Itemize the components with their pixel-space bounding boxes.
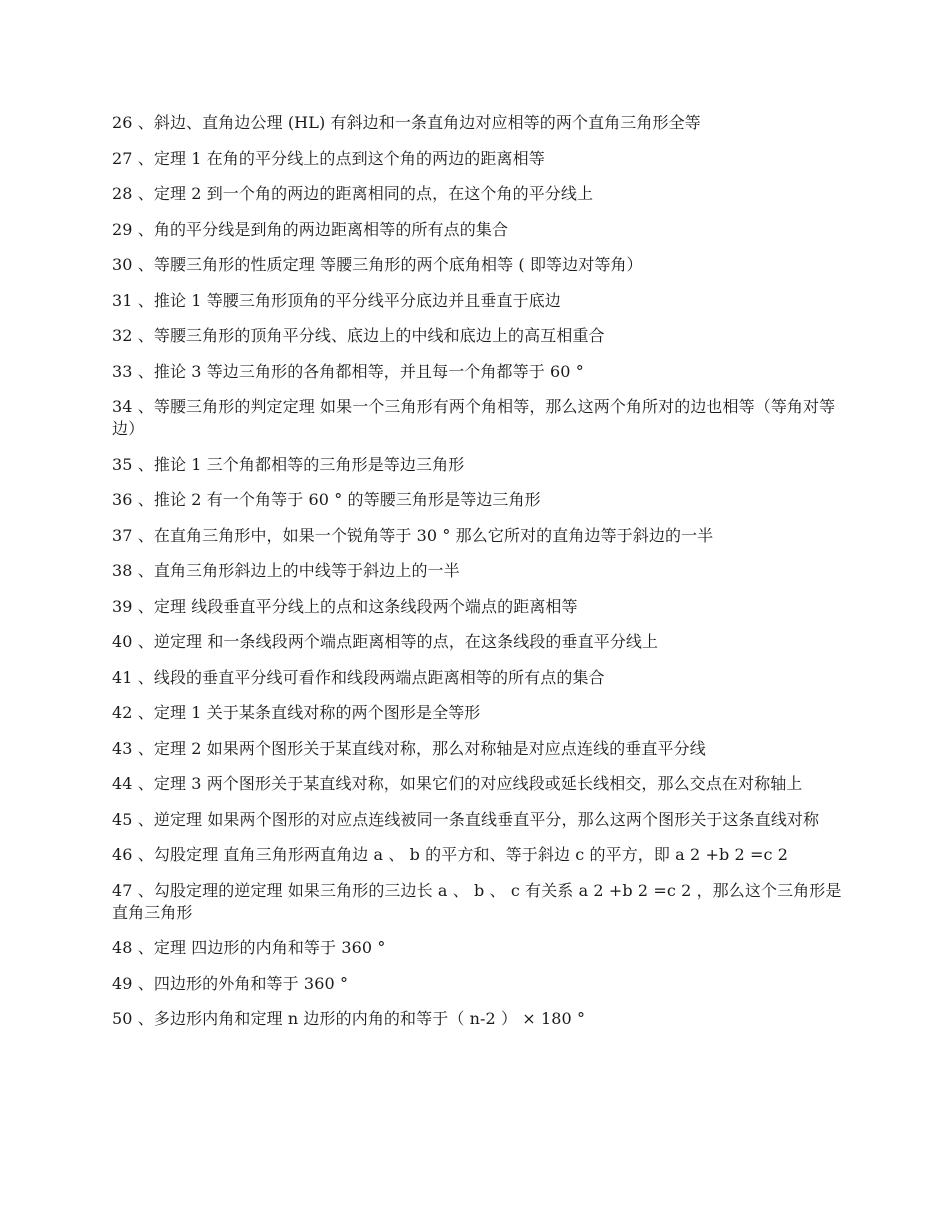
theorem-36: 36 、推论 2 有一个角等于 60 ° 的等腰三角形是等边三角形 [112,490,541,509]
theorem-43: 43 、定理 2 如果两个图形关于某直线对称，那么对称轴是对应点连线的垂直平分线 [112,738,706,758]
theorem-38: 38 、直角三角形斜边上的中线等于斜边上的一半 [112,561,460,580]
theorem-26: 26 、斜边、直角边公理 (HL) 有斜边和一条直角边对应相等的两个直角三角形全等 [112,113,701,132]
theorem-47: 47 、勾股定理的逆定理 如果三角形的三边长 a 、 b 、 c 有关系 a 2 +b 2 =c 2 ，那么这个三角形是直角三角形 [112,880,842,922]
theorem-39: 39 、定理 线段垂直平分线上的点和这条线段两个端点的距离相等 [112,596,578,616]
theorem-31: 31 、推论 1 等腰三角形顶角的平分线平分底边并且垂直于底边 [112,290,561,310]
theorem-33: 33 、推论 3 等边三角形的各角都相等，并且每一个角都等于 60 ° [112,361,584,381]
theorem-29: 29 、角的平分线是到角的两边距离相等的所有点的集合 [112,219,509,239]
theorem-50: 50 、多边形内角和定理 n 边形的内角的和等于（ n-2 ） × 180 ° [112,1009,586,1028]
theorem-49: 49 、四边形的外角和等于 360 ° [112,973,349,993]
theorem-35: 35 、推论 1 三个角都相等的三角形是等边三角形 [112,454,465,474]
theorem-34: 34 、等腰三角形的判定定理 如果一个三角形有两个角相等，那么这两个角所对的边也相等（等角对等边） [112,397,836,438]
theorem-28: 28 、定理 2 到一个角的两边的距离相同的点，在这个角的平分线上 [112,184,594,203]
theorem-42: 42 、定理 1 关于某条直线对称的两个图形是全等形 [112,703,481,722]
theorem-41: 41 、线段的垂直平分线可看作和线段两端点距离相等的所有点的集合 [112,667,605,687]
theorem-44: 44 、定理 3 两个图形关于某直线对称，如果它们的对应线段或延长线相交，那么交点在对称轴上 [112,774,803,793]
theorem-32: 32 、等腰三角形的顶角平分线、底边上的中线和底边上的高互相重合 [112,326,605,345]
theorem-46: 46 、勾股定理 直角三角形两直角边 a 、 b 的平方和、等于斜边 c 的平方，即 a 2 +b 2 =c 2 [112,845,788,864]
theorem-45: 45 、逆定理 如果两个图形的对应点连线被同一条直线垂直平分，那么这两个图形关于这条直线对称 [112,809,820,829]
theorem-list [112,112,842,1044]
theorem-37: 37 、在直角三角形中，如果一个锐角等于 30 ° 那么它所对的直角边等于斜边的一半 [112,525,714,545]
theorem-48: 48 、定理 四边形的内角和等于 360 ° [112,938,386,957]
theorem-27: 27 、定理 1 在角的平分线上的点到这个角的两边的距离相等 [112,148,545,168]
theorem-40: 40 、逆定理 和一条线段两个端点距离相等的点，在这条线段的垂直平分线上 [112,632,659,651]
theorem-30: 30 、等腰三角形的性质定理 等腰三角形的两个底角相等 ( 即等边对等角） [112,255,643,274]
